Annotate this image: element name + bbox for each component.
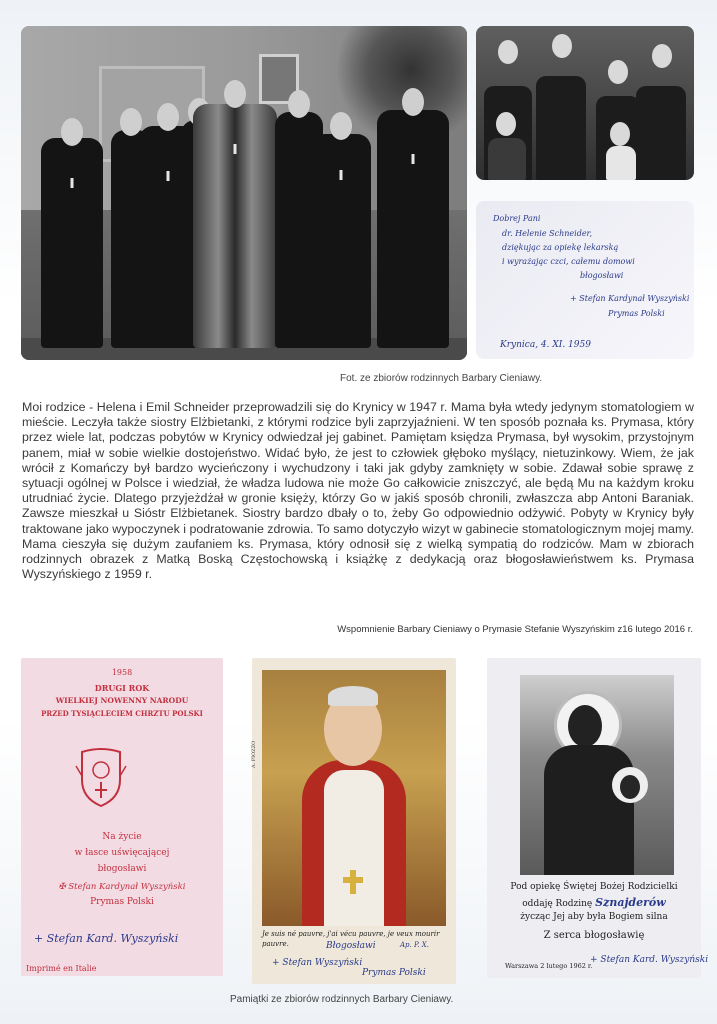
priest-figure — [41, 118, 103, 348]
bottom-caption: Pamiątki ze zbiorów rodzinnych Barbary Cieniawy. — [230, 994, 454, 1005]
icon-card-date: Warszawa 2 lutego 1962 r. — [505, 962, 593, 970]
blessing-card — [21, 658, 223, 976]
card-heading: WIELKIEJ NOWENNY NARODU — [55, 696, 189, 705]
inscription-line: i wyrażając czci, całemu domowi — [502, 257, 635, 266]
portrait-handwriting: Błogosławi — [326, 941, 376, 951]
priest-figure — [377, 88, 449, 348]
portrait-artist: A. PIOZZO — [251, 740, 257, 768]
inscription-line: dziękując za opiekę lekarską — [502, 243, 619, 252]
priest-figure — [311, 112, 371, 348]
card-blessing: błogosławi — [97, 864, 147, 874]
portrait-signature: + Stefan Wyszyński — [272, 958, 363, 968]
inscription-title: Prymas Polski — [608, 309, 665, 318]
clergy-group-photo — [21, 26, 467, 360]
card-footer: Imprimé en Italie — [26, 964, 97, 973]
icon-card-text: Pod opiekę Świętej Bożej Rodzicielki — [510, 882, 678, 892]
inscription-line: Dobrej Pani — [493, 214, 541, 223]
portrait-handwriting: Ap. P. X. — [400, 941, 429, 949]
dedication-inscription — [476, 201, 694, 359]
card-signature: + Stefan Kard. Wyszyński — [34, 932, 179, 945]
icon-card-signature: + Stefan Kard. Wyszyński — [590, 955, 709, 965]
memoir-text: Moi rodzice - Helena i Emil Schneider przeprowadzili się do Krynicy w 1947 r. Mama była wtedy jedynym stomatologiem w mieście. Leczyła także siostry Elżbietanki, z którymi rodzice byli zaprzyjaźnieni. W ten sposób poznała ks. Prymasa, który przez wiele lat, podczas pobytów w Krynicy odwiedzał jej gabinet. Pamiętam księdza Prymasa, był wysokim, przystojnym panem, miał w sobie wielkie dostojeństwo. Widać było, że jest to człowiek głęboko myślący, nietuzinkowy. Wiem, że jak wrócił z Komańczy był bardzo wycieńczony i wychudzony i taki jak gdyby zamknięty w sobie. Zdawał sobie sprawę z sytuacji ogólnej w Polsce i wiedział, że władza ludowa nie może Go całkowicie zniszczyć, ale będą Mu na każdym kroku utrudniać życie. Dlatego przyjeżdżał w gronie księży, którzy Go w jakiś sposób chronili, zwłaszcza abp Antoni Baraniak. Zawsze mieszkał u Sióstr Elżbietanek. Siostry bardzo dbały o to, żeby Go odpowiednio odżywić. Pobyty w Krynicy były traktowane jako wypoczynek i podratowanie zdrowia. To samo dotyczyło wizyt w gabinecie stomatologicznym mojej mamy. Mama cieszyła się dużym zaufaniem ks. Prymasa, który odnosił się z wielką sympatią do rodziców. Mam w zbiorach rodzinnych obrazek z Matką Boską Częstochowską i książkę z dedykacją oraz błogosławieństwem ks. Prymasa Wyszyńskiego z 1959 r. — [22, 400, 694, 582]
icon-card-text: życząc Jej aby była Bogiem silna — [520, 912, 668, 922]
primate-figure — [193, 80, 277, 348]
pope-portrait — [262, 670, 446, 926]
family-photo — [476, 26, 694, 180]
icon-card-text — [487, 896, 701, 909]
madonna-icon — [520, 675, 674, 875]
card-blessing: ✠ Stefan Kardynał Wyszyński — [58, 882, 186, 892]
card-heading: DRUGI ROK — [94, 683, 150, 693]
portrait-quote: Je suis né pauvre, j'ai vécu pauvre, je veux mourir — [262, 930, 440, 938]
inscription-line: błogosławi — [580, 271, 624, 280]
card-blessing: w łasce uświęcającej — [74, 848, 170, 858]
inscription-signature: + Stefan Kardynał Wyszyński — [570, 294, 690, 303]
portrait-handwriting: Prymas Polski — [362, 968, 426, 978]
card-year: 1958 — [111, 668, 133, 677]
card-blessing: Na życie — [102, 832, 142, 842]
photo-caption: Fot. ze zbiorów rodzinnych Barbary Cieniawy. — [340, 373, 543, 384]
icon-card-text: Z serca błogosławię — [543, 930, 645, 941]
family-name-handwriting: Sznajderów — [595, 896, 666, 909]
card-blessing: Prymas Polski — [90, 897, 154, 907]
inscription-line: dr. Helenie Schneider, — [502, 229, 593, 238]
portrait-quote: pauvre. — [262, 940, 289, 948]
icon-card-text-prefix: oddaję Rodzinę — [522, 899, 593, 909]
card-heading: PRZED TYSIĄCLECIEM CHRZTU POLSKI — [41, 709, 203, 718]
memoir-citation: Wspomnienie Barbary Cieniawy o Prymasie Stefanie Wyszyńskim z16 lutego 2016 r. — [337, 624, 693, 635]
coat-of-arms-icon — [74, 746, 128, 810]
inscription-date: Krynica, 4. XI. 1959 — [500, 340, 591, 350]
